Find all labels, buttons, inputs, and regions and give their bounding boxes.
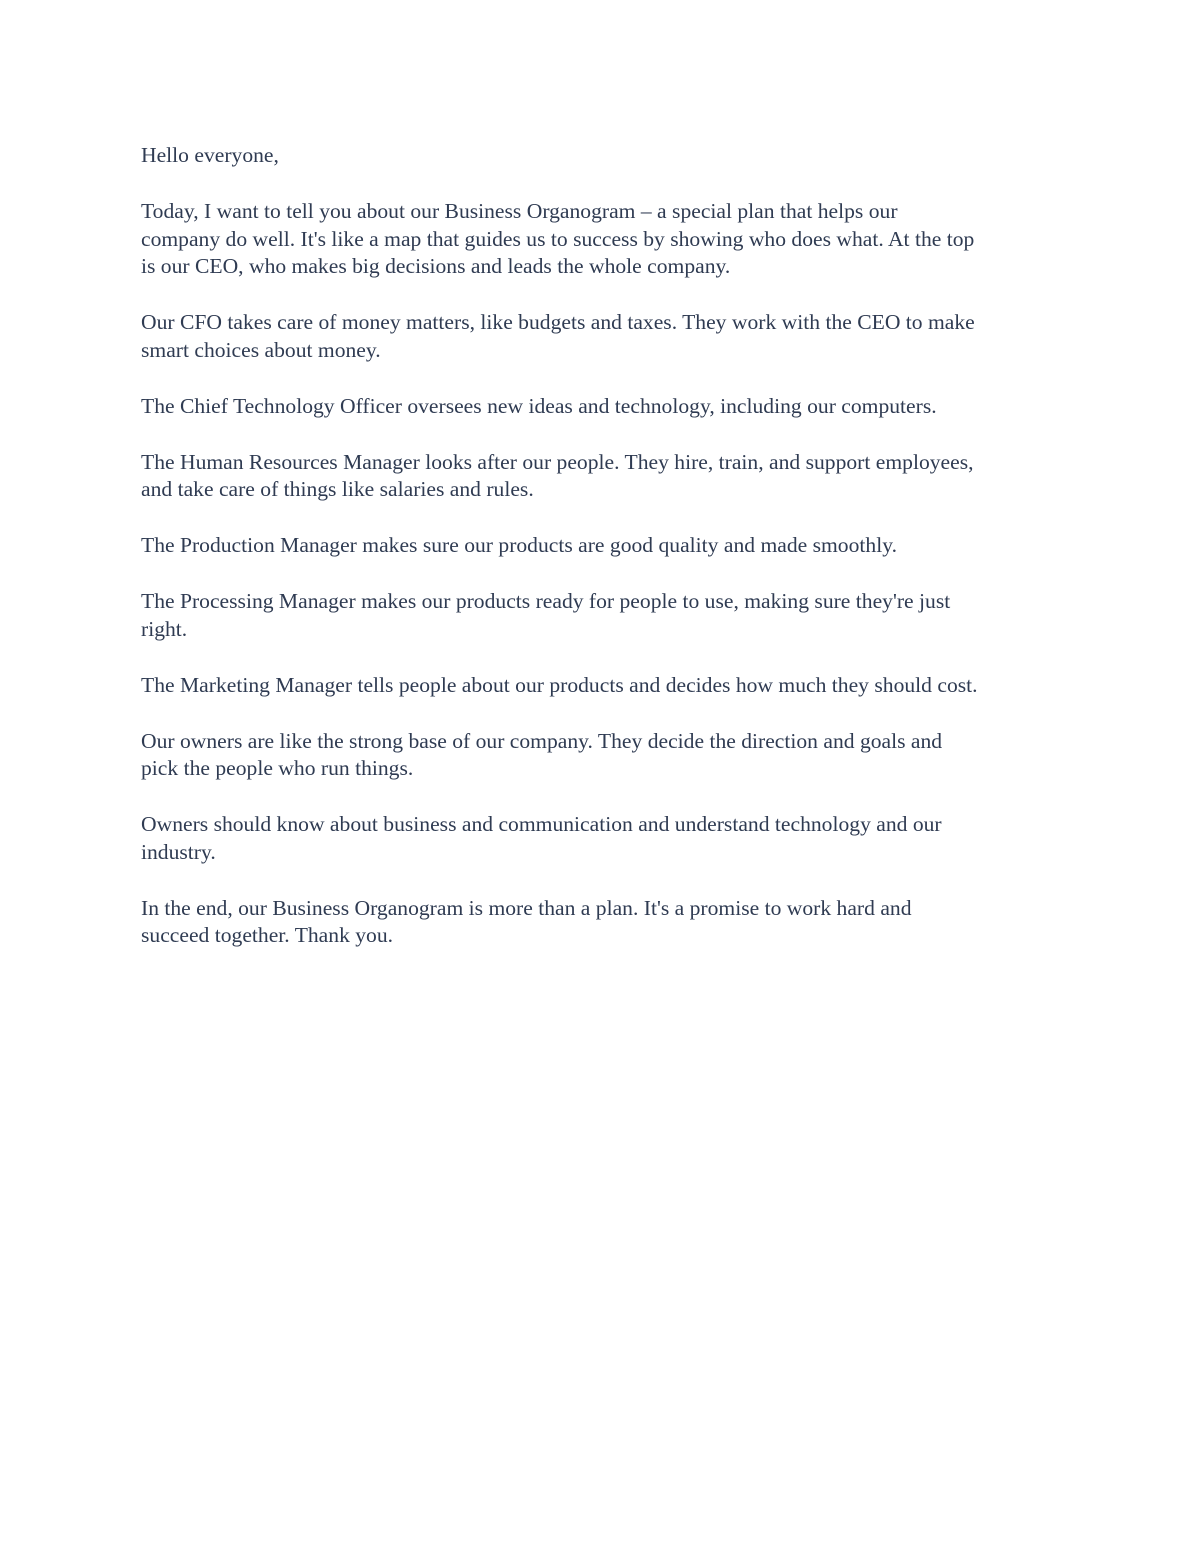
paragraph-hr-manager: The Human Resources Manager looks after our people. They hire, train, and support employees, and take care of things like salaries and rules. <box>141 449 974 501</box>
paragraph-closing: In the end, our Business Organogram is more than a plan. It's a promise to work hard and succeed together. Thank you. <box>141 895 912 947</box>
paragraph-cto: The Chief Technology Officer oversees new ideas and technology, including our computers. <box>141 393 937 418</box>
paragraph-organogram-intro: Today, I want to tell you about our Business Organogram – a special plan that helps our company do well. It's like a map that guides us to success by showing who does what. At the top is our CEO, who makes big decisions and leads the whole company. <box>141 199 975 278</box>
greeting: Hello everyone, <box>141 143 279 167</box>
paragraph-owners-skills: Owners should know about business and communication and understand technology and our industry. <box>141 812 942 864</box>
paragraph-marketing-manager: The Marketing Manager tells people about our products and decides how much they should cost. <box>141 672 978 697</box>
paragraph-production-manager: The Production Manager makes sure our products are good quality and made smoothly. <box>141 533 897 557</box>
paragraph-processing-manager: The Processing Manager makes our products ready for people to use, making sure they're just right. <box>141 589 951 641</box>
paragraph-cfo: Our CFO takes care of money matters, like budgets and taxes. They work with the CEO to make smart choices about money. <box>141 310 975 362</box>
document-body <box>141 142 1061 978</box>
paragraph-owners-role: Our owners are like the strong base of our company. They decide the direction and goals and pick the people who run things. <box>141 728 943 780</box>
